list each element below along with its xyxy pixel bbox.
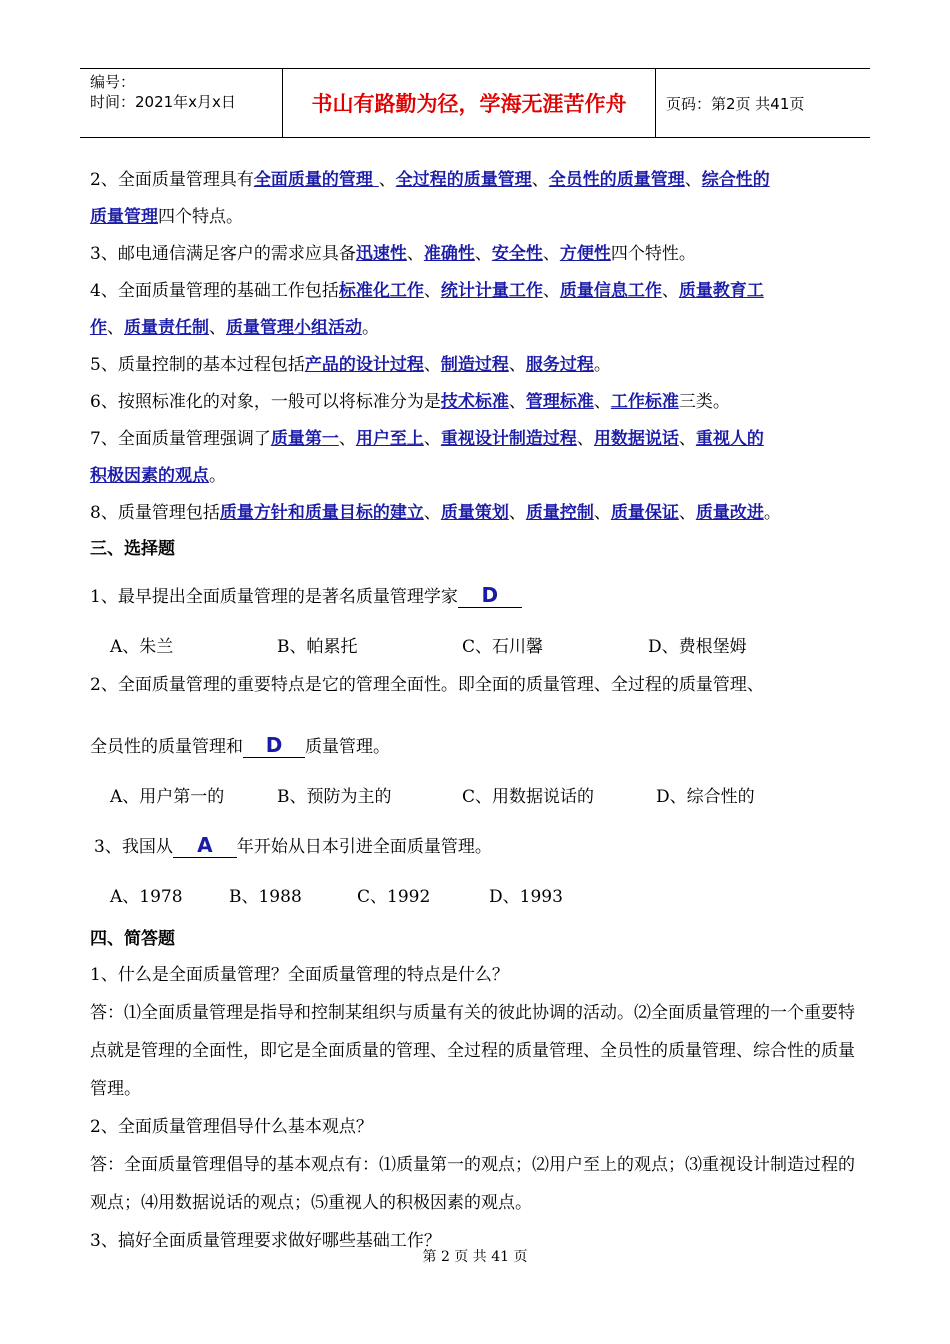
- text: 四个特性。: [610, 244, 696, 264]
- answer: 作: [90, 318, 107, 338]
- answer: 服务过程: [525, 355, 594, 375]
- fill-q6: [90, 384, 862, 421]
- answer: 工作标准: [610, 392, 679, 412]
- option: B、帕累托: [277, 637, 358, 657]
- text: 8、质量管理包括: [90, 503, 220, 523]
- answer: 全面质量的管理: [253, 170, 379, 190]
- text: 、: [678, 503, 696, 523]
- text: 7、全面质量管理强调了: [90, 429, 271, 449]
- choice-q1: [90, 572, 862, 622]
- short-q3: 3、搞好全面质量管理要求做好哪些基础工作？: [90, 1231, 441, 1251]
- text: 、: [406, 244, 424, 264]
- answer: 用数据说话: [593, 429, 679, 449]
- answer: D: [481, 583, 499, 607]
- text: 6、按照标准化的对象，一般可以将标准分为是: [90, 392, 441, 412]
- text: 、: [576, 429, 594, 449]
- question-text: 全员性的质量管理和: [90, 737, 243, 757]
- short-a2: 答：全面质量管理倡导的基本观点有：⑴质量第一的观点；⑵用户至上的观点；⑶重视设计制造过程的观点；⑷用数据说话的观点；⑸重视人的积极因素的观点。: [90, 1155, 855, 1213]
- text: 、: [423, 355, 441, 375]
- question-text: 3、我国从: [94, 837, 173, 857]
- section-title-short: 四、简答题: [90, 929, 175, 949]
- text: 、: [593, 503, 611, 523]
- answer: 管理标准: [525, 392, 594, 412]
- answer: 质量教育工: [678, 281, 764, 301]
- text: 。: [209, 466, 226, 486]
- answer: 质量管理: [90, 207, 158, 227]
- fill-q5: [90, 347, 862, 384]
- text: 。: [763, 503, 781, 523]
- answer: 质量策划: [440, 503, 509, 523]
- choice-q2-options: [90, 772, 862, 822]
- choice-q3-options: [90, 872, 862, 922]
- answer: 积极因素的观点: [90, 466, 209, 486]
- section-title-choice: 三、选择题: [90, 539, 175, 559]
- option: B、预防为主的: [277, 787, 392, 807]
- text: 、: [378, 170, 396, 190]
- date-label: 时间：2021年x月x日: [90, 93, 236, 111]
- text: 、: [423, 503, 441, 523]
- fill-q2-line2: [90, 199, 862, 236]
- answer: 质量改进: [695, 503, 764, 523]
- text: 、: [593, 392, 611, 412]
- option: D、1993: [489, 887, 563, 907]
- fill-q4-line1: [90, 273, 862, 310]
- fill-q8: [90, 495, 862, 532]
- short-q1: 1、什么是全面质量管理？全面质量管理的特点是什么？: [90, 965, 509, 985]
- code-label: 编号：: [90, 73, 136, 91]
- answer-blank: [243, 733, 305, 758]
- text: 、: [474, 244, 492, 264]
- fill-q3: [90, 236, 862, 273]
- answer: 制造过程: [440, 355, 509, 375]
- answer: 质量保证: [610, 503, 679, 523]
- answer: 重视人的: [695, 429, 764, 449]
- text: 、: [508, 355, 526, 375]
- choice-q1-options: [90, 622, 862, 672]
- answer: 综合性的: [701, 170, 770, 190]
- answer: 质量管理小组活动: [226, 318, 362, 338]
- answer: 用户至上: [355, 429, 424, 449]
- text: 2、全面质量管理具有: [90, 170, 254, 190]
- document-body: [90, 162, 862, 1260]
- answer: 准确性: [423, 244, 475, 264]
- answer: 质量控制: [525, 503, 594, 523]
- option: D、综合性的: [656, 787, 755, 807]
- answer: A: [197, 833, 213, 857]
- text: 四个特点。: [158, 207, 243, 227]
- fill-q2-line1: [90, 162, 862, 199]
- text: 、: [423, 429, 441, 449]
- option: D、费根堡姆: [648, 637, 747, 657]
- answer: 方便性: [559, 244, 611, 264]
- option: A、1978: [110, 887, 183, 907]
- text: 、: [531, 170, 549, 190]
- answer: 安全性: [491, 244, 543, 264]
- text: 、: [542, 281, 560, 301]
- fill-q7-line1: [90, 421, 862, 458]
- option: A、朱兰: [110, 637, 174, 657]
- header-meta: [80, 69, 283, 137]
- answer: 质量第一: [270, 429, 339, 449]
- option: A、用户第一的: [110, 787, 225, 807]
- text: 、: [338, 429, 356, 449]
- answer: 质量方针和质量目标的建立: [219, 503, 424, 523]
- answer: 全过程的质量管理: [395, 170, 532, 190]
- text: 5、质量控制的基本过程包括: [90, 355, 305, 375]
- answer: 质量信息工作: [559, 281, 662, 301]
- header-motto: 书山有路勤为径，学海无涯苦作舟: [283, 69, 656, 137]
- answer: D: [265, 733, 283, 757]
- answer-blank: [458, 583, 522, 608]
- option: B、1988: [229, 887, 302, 907]
- short-a1: 答：⑴全面质量管理是指导和控制某组织与质量有关的彼此协调的活动。⑵全面质量管理的一个重要特点就是管理的全面性，即它是全面质量的管理、全过程的质量管理、全员性的质量管理、综合性的质量管理。: [90, 1003, 855, 1099]
- choice-q2-line2: [90, 722, 862, 772]
- text: 、: [508, 392, 526, 412]
- answer: 统计计量工作: [440, 281, 543, 301]
- header-page-info: 页码：第2页 共41页: [666, 94, 805, 113]
- text: 、: [661, 281, 679, 301]
- answer: 技术标准: [440, 392, 509, 412]
- text: 。: [593, 355, 611, 375]
- text: 、: [678, 429, 696, 449]
- text: 、: [107, 318, 124, 338]
- option: C、石川馨: [462, 637, 544, 657]
- text: 。: [362, 318, 379, 338]
- page-header: [80, 68, 870, 138]
- short-q2: 2、全面质量管理倡导什么基本观点？: [90, 1117, 373, 1137]
- text: 3、邮电通信满足客户的需求应具备: [90, 244, 356, 264]
- choice-q2-line1: 2、全面质量管理的重要特点是它的管理全面性。即全面的质量管理、全过程的质量管理、: [90, 675, 764, 695]
- text: 、: [209, 318, 226, 338]
- answer: 全员性的质量管理: [548, 170, 685, 190]
- text: 、: [508, 503, 526, 523]
- answer: 标准化工作: [338, 281, 424, 301]
- question-text: 年开始从日本引进全面质量管理。: [236, 837, 492, 857]
- option: C、1992: [357, 887, 431, 907]
- text: 、: [423, 281, 441, 301]
- answer-blank: [173, 833, 237, 858]
- answer: 重视设计制造过程: [440, 429, 577, 449]
- text: 、: [684, 170, 702, 190]
- fill-q4-line2: [90, 310, 862, 347]
- fill-q7-line2: [90, 458, 862, 495]
- text: 4、全面质量管理的基础工作包括: [90, 281, 339, 301]
- question-text: 质量管理。: [305, 737, 390, 757]
- page-footer: 第 2 页 共 41 页: [422, 1249, 528, 1265]
- answer: 迅速性: [355, 244, 407, 264]
- answer: 产品的设计过程: [304, 355, 424, 375]
- text: 三类。: [678, 392, 730, 412]
- choice-q3: [90, 822, 862, 872]
- question-text: 1、最早提出全面质量管理的是著名质量管理学家: [90, 587, 458, 607]
- answer: 质量责任制: [124, 318, 209, 338]
- text: 、: [542, 244, 560, 264]
- option: C、用数据说话的: [462, 787, 595, 807]
